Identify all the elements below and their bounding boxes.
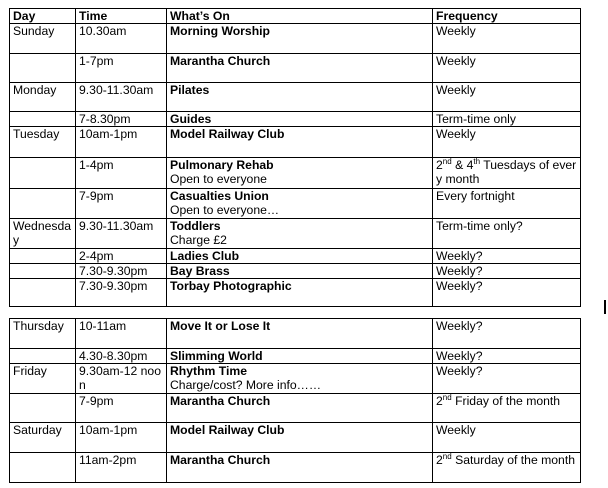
- activity-title: Marantha Church: [170, 453, 271, 467]
- table-row: [10, 394, 581, 423]
- time-cell: 9.30-11.30am: [76, 83, 167, 112]
- activity-note: Charge/cost? More info……: [170, 378, 322, 392]
- frequency-cell: Weekly?: [433, 264, 581, 279]
- table-row: [10, 364, 581, 394]
- activity-cell: [167, 127, 433, 158]
- day-cell: Monday: [10, 83, 76, 112]
- activity-cell: [167, 158, 433, 189]
- frequency-text: Friday of the month: [451, 394, 561, 408]
- frequency-cell: [433, 158, 581, 189]
- time-cell: 9.30-11.30am: [76, 219, 167, 249]
- table-row: [10, 453, 581, 483]
- activity-title: Rhythm Time: [170, 364, 247, 378]
- time-cell: 10-11am: [76, 319, 167, 349]
- header-frequency: Frequency: [433, 9, 581, 24]
- table-row: [10, 249, 581, 264]
- day-cell: Tuesday: [10, 127, 76, 158]
- day-cell: [10, 453, 76, 483]
- frequency-cell: Weekly: [433, 423, 581, 453]
- header-row: [10, 9, 581, 24]
- activity-cell: [167, 364, 433, 394]
- activity-cell: [167, 54, 433, 83]
- frequency-cell: Weekly?: [433, 249, 581, 264]
- schedule-table-1: [9, 8, 581, 307]
- table-row: [10, 112, 581, 127]
- frequency-cell: Weekly?: [433, 319, 581, 349]
- time-cell: 1-7pm: [76, 54, 167, 83]
- activity-note: Charge £2: [170, 233, 227, 247]
- frequency-cell: Term-time only: [433, 112, 581, 127]
- frequency-cell: Weekly: [433, 127, 581, 158]
- activity-cell: [167, 279, 433, 307]
- time-cell: 11am-2pm: [76, 453, 167, 483]
- table-row: [10, 83, 581, 112]
- day-cell: Friday: [10, 364, 76, 394]
- frequency-suffix: nd: [442, 157, 452, 166]
- day-cell: Sunday: [10, 24, 76, 54]
- frequency-mid: & 4: [451, 158, 474, 172]
- frequency-suffix: th: [473, 157, 481, 166]
- activity-cell: [167, 319, 433, 349]
- frequency-cell: Weekly: [433, 24, 581, 54]
- header-time: Time: [76, 9, 167, 24]
- day-cell: [10, 349, 76, 364]
- activity-title: Guides: [170, 112, 212, 126]
- day-cell: [10, 249, 76, 264]
- frequency-cell: Weekly?: [433, 349, 581, 364]
- day-cell: [10, 394, 76, 423]
- activity-title: Slimming World: [170, 349, 263, 363]
- frequency-cell: Weekly?: [433, 364, 581, 394]
- activity-note: Open to everyone…: [170, 203, 280, 217]
- time-cell: 9.30am-12 noon: [76, 364, 167, 394]
- activity-cell: [167, 423, 433, 453]
- frequency-suffix: nd: [442, 452, 452, 461]
- day-cell: [10, 189, 76, 219]
- activity-title: Casualties Union: [170, 189, 269, 203]
- frequency-suffix: nd: [442, 393, 452, 402]
- frequency-cell: Term-time only?: [433, 219, 581, 249]
- time-cell: 4.30-8.30pm: [76, 349, 167, 364]
- table-row: [10, 158, 581, 189]
- activity-title: Torbay Photographic: [170, 279, 292, 293]
- header-whats-on: What’s On: [167, 9, 433, 24]
- frequency-cell: [433, 453, 581, 483]
- table-row: [10, 423, 581, 453]
- activity-cell: [167, 349, 433, 364]
- activity-title: Pulmonary Rehab: [170, 158, 274, 172]
- frequency-cell: Every fortnight: [433, 189, 581, 219]
- table-row: [10, 349, 581, 364]
- time-cell: 7.30-9.30pm: [76, 264, 167, 279]
- activity-cell: [167, 83, 433, 112]
- day-cell: Saturday: [10, 423, 76, 453]
- activity-cell: [167, 394, 433, 423]
- activity-title: Move It or Lose It: [170, 319, 271, 333]
- activity-cell: [167, 24, 433, 54]
- table-row: [10, 54, 581, 83]
- frequency-cell: Weekly?: [433, 279, 581, 307]
- frequency-text: Tuesdays of every month: [436, 158, 577, 186]
- frequency-ordinal: 2: [436, 394, 443, 408]
- activity-title: Bay Brass: [170, 264, 230, 278]
- frequency-cell: Weekly: [433, 83, 581, 112]
- day-cell: [10, 279, 76, 307]
- activity-title: Toddlers: [170, 219, 221, 233]
- day-cell: Wednesday: [10, 219, 76, 249]
- frequency-ordinal: 2: [436, 158, 443, 172]
- activity-cell: [167, 219, 433, 249]
- text-cursor: [604, 300, 606, 314]
- activity-cell: [167, 249, 433, 264]
- activity-title: Ladies Club: [170, 249, 240, 263]
- time-cell: 7-9pm: [76, 394, 167, 423]
- time-cell: 7-8.30pm: [76, 112, 167, 127]
- table-row: [10, 264, 581, 279]
- table-row: [10, 319, 581, 349]
- activity-cell: [167, 189, 433, 219]
- table-row: [10, 127, 581, 158]
- day-cell: [10, 264, 76, 279]
- activity-cell: [167, 453, 433, 483]
- frequency-ordinal: 2: [436, 453, 443, 467]
- day-cell: [10, 112, 76, 127]
- activity-title: Morning Worship: [170, 24, 270, 38]
- time-cell: 2-4pm: [76, 249, 167, 264]
- day-cell: [10, 54, 76, 83]
- day-cell: Thursday: [10, 319, 76, 349]
- activity-note: Open to everyone: [170, 172, 267, 186]
- header-day: Day: [10, 9, 76, 24]
- time-cell: 10am-1pm: [76, 423, 167, 453]
- activity-title: Pilates: [170, 83, 210, 97]
- table-row: [10, 189, 581, 219]
- frequency-cell: [433, 394, 581, 423]
- time-cell: 7.30-9.30pm: [76, 279, 167, 307]
- table-row: [10, 219, 581, 249]
- activity-title: Model Railway Club: [170, 127, 285, 141]
- time-cell: 10am-1pm: [76, 127, 167, 158]
- time-cell: 7-9pm: [76, 189, 167, 219]
- table-row: [10, 24, 581, 54]
- activity-title: Marantha Church: [170, 394, 271, 408]
- activity-title: Marantha Church: [170, 54, 271, 68]
- day-cell: [10, 158, 76, 189]
- activity-cell: [167, 112, 433, 127]
- activity-title: Model Railway Club: [170, 423, 285, 437]
- time-cell: 10.30am: [76, 24, 167, 54]
- frequency-text: Saturday of the month: [451, 453, 575, 467]
- frequency-cell: Weekly: [433, 54, 581, 83]
- table-row: [10, 279, 581, 307]
- schedule-table-2: [9, 318, 581, 483]
- time-cell: 1-4pm: [76, 158, 167, 189]
- activity-cell: [167, 264, 433, 279]
